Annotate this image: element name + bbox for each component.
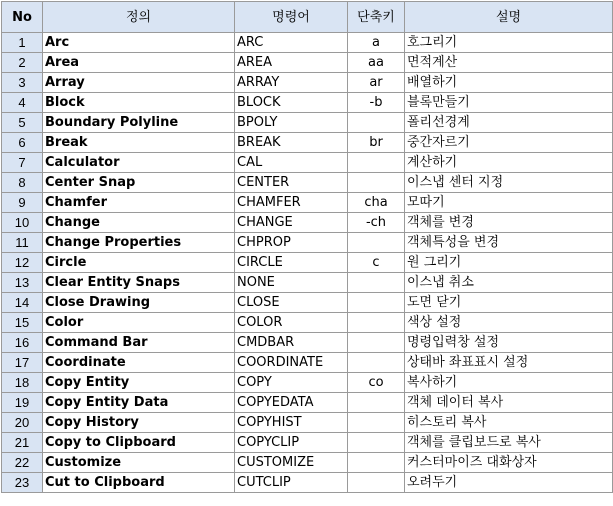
cell-shortcut: [348, 173, 405, 193]
header-no: No: [2, 2, 43, 33]
cell-command: COPYEDATA: [235, 393, 348, 413]
cell-command: CMDBAR: [235, 333, 348, 353]
cell-no: 18: [2, 373, 43, 393]
cell-shortcut: [348, 473, 405, 493]
cell-description: 객체 데이터 복사: [405, 393, 613, 413]
cell-description: 색상 설정: [405, 313, 613, 333]
table-row: [2, 273, 613, 293]
cell-description: 블록만들기: [405, 93, 613, 113]
cell-definition: Circle: [43, 253, 235, 273]
cell-definition: Break: [43, 133, 235, 153]
cell-description: 객체특성을 변경: [405, 233, 613, 253]
cell-command: CUTCLIP: [235, 473, 348, 493]
cell-no: 9: [2, 193, 43, 213]
table-row: [2, 373, 613, 393]
cell-shortcut: [348, 313, 405, 333]
table-row: [2, 133, 613, 153]
header-shortcut: 단축키: [348, 2, 405, 33]
cell-command: CHPROP: [235, 233, 348, 253]
cell-command: CHAMFER: [235, 193, 348, 213]
cell-shortcut: [348, 453, 405, 473]
cell-shortcut: [348, 433, 405, 453]
cell-definition: Block: [43, 93, 235, 113]
cell-description: 도면 닫기: [405, 293, 613, 313]
cell-no: 23: [2, 473, 43, 493]
cell-shortcut: -ch: [348, 213, 405, 233]
table-row: [2, 413, 613, 433]
table-row: [2, 473, 613, 493]
cell-description: 오려두기: [405, 473, 613, 493]
table-row: [2, 73, 613, 93]
cell-command: CAL: [235, 153, 348, 173]
table-row: [2, 353, 613, 373]
table-row: [2, 393, 613, 413]
table-row: [2, 93, 613, 113]
cell-command: CIRCLE: [235, 253, 348, 273]
cell-description: 배열하기: [405, 73, 613, 93]
cell-command: NONE: [235, 273, 348, 293]
table-row: [2, 193, 613, 213]
table-row: [2, 433, 613, 453]
cell-definition: Change: [43, 213, 235, 233]
cell-description: 객체를 클립보드로 복사: [405, 433, 613, 453]
cell-definition: Customize: [43, 453, 235, 473]
cell-definition: Center Snap: [43, 173, 235, 193]
cell-command: AREA: [235, 53, 348, 73]
table-row: [2, 253, 613, 273]
cell-shortcut: [348, 113, 405, 133]
cell-no: 17: [2, 353, 43, 373]
cell-no: 21: [2, 433, 43, 453]
table-row: [2, 293, 613, 313]
cell-no: 6: [2, 133, 43, 153]
command-table: [1, 1, 613, 493]
cell-no: 20: [2, 413, 43, 433]
header-command: 명령어: [235, 2, 348, 33]
cell-shortcut: -b: [348, 93, 405, 113]
cell-shortcut: br: [348, 133, 405, 153]
cell-command: COORDINATE: [235, 353, 348, 373]
cell-no: 14: [2, 293, 43, 313]
cell-command: COPY: [235, 373, 348, 393]
cell-no: 11: [2, 233, 43, 253]
table-row: [2, 33, 613, 53]
cell-shortcut: [348, 333, 405, 353]
cell-definition: Command Bar: [43, 333, 235, 353]
table-row: [2, 213, 613, 233]
cell-definition: Change Properties: [43, 233, 235, 253]
cell-definition: Copy to Clipboard: [43, 433, 235, 453]
table-body: [2, 33, 613, 493]
cell-description: 커스터마이즈 대화상자: [405, 453, 613, 473]
cell-shortcut: c: [348, 253, 405, 273]
cell-description: 이스냅 취소: [405, 273, 613, 293]
cell-description: 이스냅 센터 지정: [405, 173, 613, 193]
cell-shortcut: a: [348, 33, 405, 53]
table-row: [2, 113, 613, 133]
cell-shortcut: [348, 273, 405, 293]
cell-shortcut: cha: [348, 193, 405, 213]
cell-shortcut: [348, 353, 405, 373]
cell-shortcut: [348, 293, 405, 313]
cell-definition: Boundary Polyline: [43, 113, 235, 133]
cell-no: 19: [2, 393, 43, 413]
cell-definition: Copy Entity Data: [43, 393, 235, 413]
cell-definition: Close Drawing: [43, 293, 235, 313]
cell-definition: Area: [43, 53, 235, 73]
table-row: [2, 333, 613, 353]
cell-command: CENTER: [235, 173, 348, 193]
cell-command: BLOCK: [235, 93, 348, 113]
cell-no: 3: [2, 73, 43, 93]
cell-description: 히스토리 복사: [405, 413, 613, 433]
cell-description: 모따기: [405, 193, 613, 213]
cell-command: ARRAY: [235, 73, 348, 93]
cell-definition: Copy History: [43, 413, 235, 433]
cell-no: 2: [2, 53, 43, 73]
cell-shortcut: aa: [348, 53, 405, 73]
table-row: [2, 173, 613, 193]
cell-no: 4: [2, 93, 43, 113]
cell-definition: Clear Entity Snaps: [43, 273, 235, 293]
cell-definition: Calculator: [43, 153, 235, 173]
table-row: [2, 153, 613, 173]
cell-no: 1: [2, 33, 43, 53]
cell-no: 10: [2, 213, 43, 233]
cell-description: 계산하기: [405, 153, 613, 173]
cell-no: 13: [2, 273, 43, 293]
cell-no: 5: [2, 113, 43, 133]
table-row: [2, 313, 613, 333]
cell-shortcut: [348, 413, 405, 433]
cell-definition: Color: [43, 313, 235, 333]
cell-description: 폴리선경계: [405, 113, 613, 133]
cell-shortcut: [348, 393, 405, 413]
cell-command: BREAK: [235, 133, 348, 153]
cell-command: COLOR: [235, 313, 348, 333]
cell-command: CUSTOMIZE: [235, 453, 348, 473]
table-row: [2, 453, 613, 473]
cell-description: 명령입력창 설정: [405, 333, 613, 353]
cell-command: CLOSE: [235, 293, 348, 313]
cell-definition: Chamfer: [43, 193, 235, 213]
table-header: [2, 2, 613, 33]
cell-shortcut: ar: [348, 73, 405, 93]
table-row: [2, 53, 613, 73]
cell-command: COPYHIST: [235, 413, 348, 433]
cell-no: 8: [2, 173, 43, 193]
header-description: 설명: [405, 2, 613, 33]
cell-command: BPOLY: [235, 113, 348, 133]
cell-no: 12: [2, 253, 43, 273]
cell-no: 16: [2, 333, 43, 353]
cell-description: 상태바 좌표표시 설정: [405, 353, 613, 373]
header-row: [2, 2, 613, 33]
cell-command: COPYCLIP: [235, 433, 348, 453]
cell-description: 원 그리기: [405, 253, 613, 273]
cell-no: 7: [2, 153, 43, 173]
cell-shortcut: co: [348, 373, 405, 393]
cell-command: CHANGE: [235, 213, 348, 233]
cell-no: 22: [2, 453, 43, 473]
cell-definition: Arc: [43, 33, 235, 53]
cell-description: 호그리기: [405, 33, 613, 53]
cell-definition: Coordinate: [43, 353, 235, 373]
cell-description: 복사하기: [405, 373, 613, 393]
cell-description: 객체를 변경: [405, 213, 613, 233]
cell-definition: Array: [43, 73, 235, 93]
cell-shortcut: [348, 233, 405, 253]
table-row: [2, 233, 613, 253]
cell-no: 15: [2, 313, 43, 333]
cell-command: ARC: [235, 33, 348, 53]
header-definition: 정의: [43, 2, 235, 33]
cell-definition: Copy Entity: [43, 373, 235, 393]
cell-shortcut: [348, 153, 405, 173]
cell-description: 중간자르기: [405, 133, 613, 153]
cell-description: 면적계산: [405, 53, 613, 73]
cell-definition: Cut to Clipboard: [43, 473, 235, 493]
